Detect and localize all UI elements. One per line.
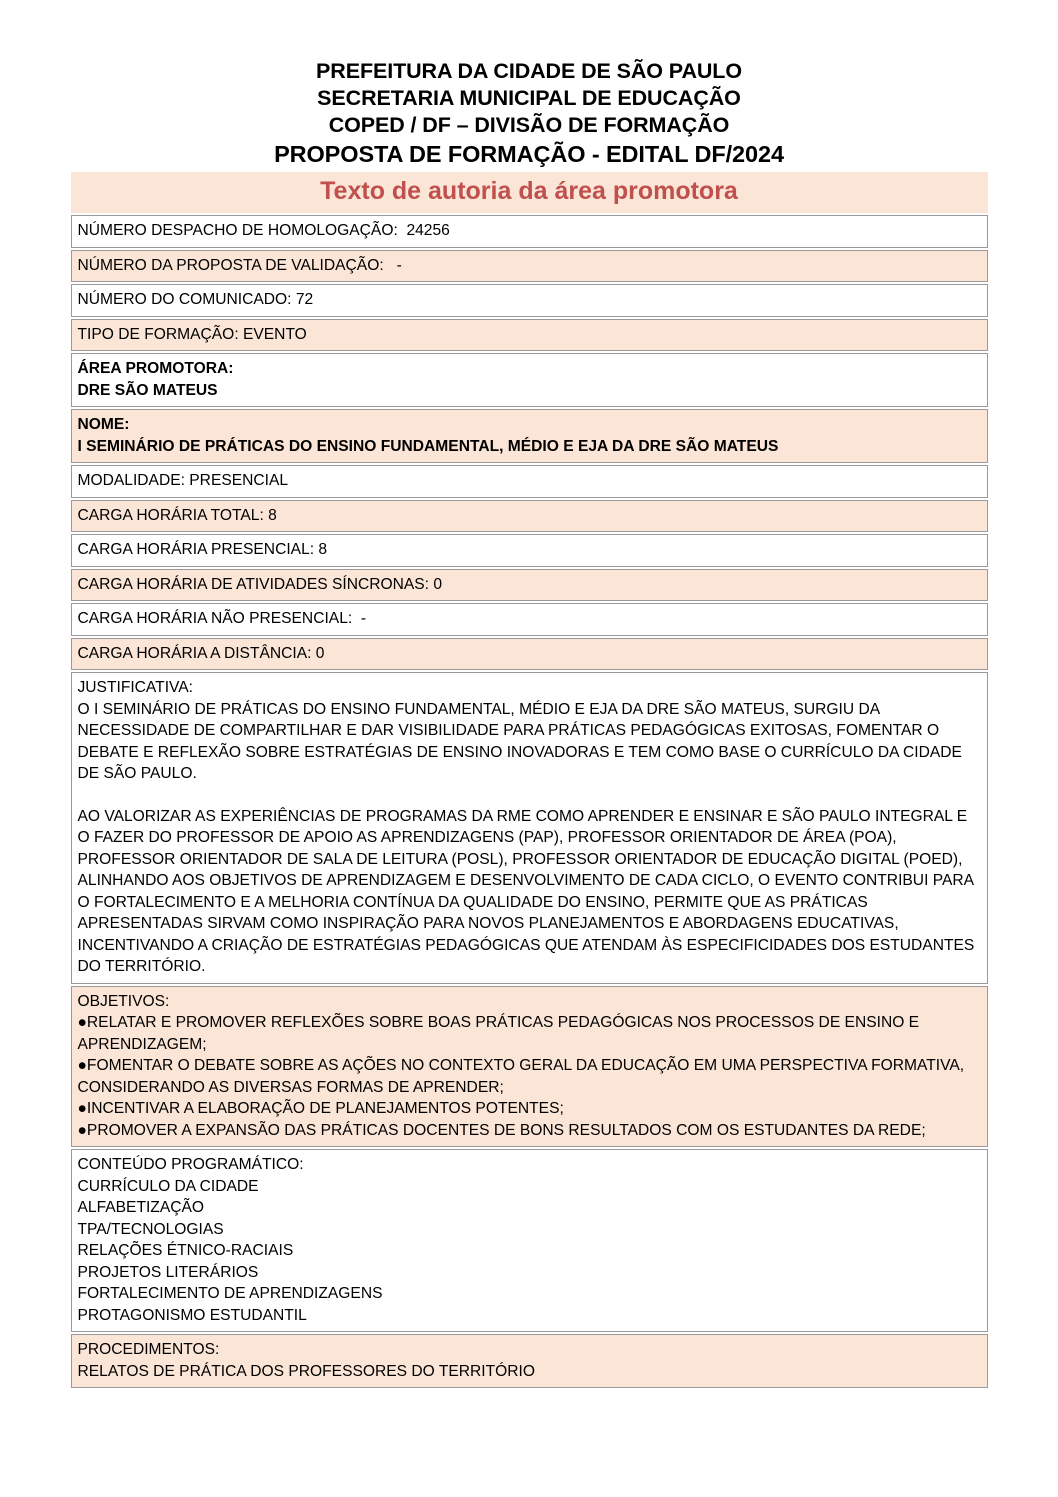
field-line: RELAÇÕES ÉTNICO-RACIAIS bbox=[77, 1242, 294, 1259]
field-line: CURRÍCULO DA CIDADE bbox=[77, 1177, 259, 1195]
field-carga-horaria-atividades-sincronas bbox=[71, 569, 988, 602]
table-row bbox=[71, 1149, 988, 1332]
field-line: I SEMINÁRIO DE PRÁTICAS DO ENSINO FUNDAMENTAL, MÉDIO E EJA DA DRE SÃO MATEUS bbox=[77, 437, 779, 455]
table-row bbox=[71, 353, 988, 407]
field-line: CARGA HORÁRIA A DISTÂNCIA: 0 bbox=[77, 644, 325, 662]
table-row bbox=[71, 500, 988, 533]
field-line: NÚMERO DO COMUNICADO: 72 bbox=[77, 291, 314, 308]
document-header bbox=[0, 0, 1058, 170]
header-line-proposta: PROPOSTA DE FORMAÇÃO - EDITAL DF/2024 bbox=[274, 141, 784, 167]
field-nome bbox=[71, 409, 988, 463]
field-numero-proposta-validacao bbox=[71, 250, 988, 283]
header-line-prefeitura: PREFEITURA DA CIDADE DE SÃO PAULO bbox=[316, 59, 742, 83]
table-row bbox=[71, 215, 988, 248]
field-modalidade bbox=[71, 465, 988, 498]
field-line: TIPO DE FORMAÇÃO: EVENTO bbox=[77, 325, 307, 343]
field-line: TPA/TECNOLOGIAS bbox=[77, 1220, 224, 1238]
field-line: DRE SÃO MATEUS bbox=[77, 381, 218, 399]
field-procedimentos bbox=[71, 1334, 988, 1388]
field-line: CARGA HORÁRIA TOTAL: 8 bbox=[77, 506, 277, 524]
field-line: RELATOS DE PRÁTICA DOS PROFESSORES DO TERRITÓRIO bbox=[77, 1362, 536, 1380]
header-line-coped: COPED / DF – DIVISÃO DE FORMAÇÃO bbox=[328, 113, 730, 137]
field-tipo-de-formacao bbox=[71, 319, 988, 352]
field-line: CONTEÚDO PROGRAMÁTICO: bbox=[77, 1156, 304, 1173]
field-carga-horaria-presencial bbox=[71, 534, 988, 567]
table-row bbox=[71, 250, 988, 283]
field-line: CARGA HORÁRIA DE ATIVIDADES SÍNCRONAS: 0 bbox=[77, 575, 443, 593]
field-numero-comunicado bbox=[71, 284, 988, 317]
header-line-secretaria: SECRETARIA MUNICIPAL DE EDUCAÇÃO bbox=[317, 86, 741, 110]
field-line: ●PROMOVER A EXPANSÃO DAS PRÁTICAS DOCENTES DE BONS RESULTADOS COM OS ESTUDANTES DA REDE; bbox=[77, 1121, 926, 1139]
field-line: ●FOMENTAR O DEBATE SOBRE AS AÇÕES NO CONTEXTO GERAL DA EDUCAÇÃO EM UMA PERSPECTIVA FORMATIVA, CONSIDERANDO AS DIVERSAS FORMAS DE APRENDER; bbox=[77, 1057, 969, 1096]
field-line: NÚMERO DA PROPOSTA DE VALIDAÇÃO: - bbox=[77, 256, 402, 274]
proposta-form-table bbox=[71, 213, 988, 1390]
field-line: ALFABETIZAÇÃO bbox=[77, 1199, 205, 1216]
table-row bbox=[71, 986, 988, 1148]
field-justificativa bbox=[71, 672, 988, 984]
field-carga-horaria-nao-presencial bbox=[71, 603, 988, 636]
form-table-body bbox=[71, 215, 988, 1388]
field-objetivos bbox=[71, 986, 988, 1148]
field-line: ●RELATAR E PROMOVER REFLEXÕES SOBRE BOAS PRÁTICAS PEDAGÓGICAS NOS PROCESSOS DE ENSINO E APRENDIZAGEM; bbox=[77, 1014, 923, 1053]
table-row bbox=[71, 409, 988, 463]
field-line: MODALIDADE: PRESENCIAL bbox=[77, 472, 289, 489]
table-row bbox=[71, 319, 988, 352]
table-row bbox=[71, 603, 988, 636]
field-line: CARGA HORÁRIA NÃO PRESENCIAL: - bbox=[77, 610, 367, 627]
table-row bbox=[71, 1334, 988, 1388]
field-line: OBJETIVOS: bbox=[77, 992, 170, 1010]
table-row bbox=[71, 465, 988, 498]
banner-texto-autoria bbox=[71, 172, 988, 213]
field-line: PROCEDIMENTOS: bbox=[77, 1341, 220, 1358]
field-area-promotora bbox=[71, 353, 988, 407]
table-row bbox=[71, 638, 988, 671]
paragraph-spacer bbox=[78, 785, 981, 806]
field-conteudo-programatico bbox=[71, 1149, 988, 1332]
field-numero-despacho-homologacao bbox=[71, 215, 988, 248]
field-line: NOME: bbox=[77, 416, 130, 433]
field-line: ÁREA PROMOTORA: bbox=[77, 360, 234, 377]
table-row bbox=[71, 534, 988, 567]
field-line: CARGA HORÁRIA PRESENCIAL: 8 bbox=[77, 541, 328, 558]
field-line: FORTALECIMENTO DE APRENDIZAGENS bbox=[77, 1285, 383, 1302]
banner-label: Texto de autoria da área promotora bbox=[320, 177, 738, 205]
field-line: JUSTIFICATIVA: bbox=[77, 679, 194, 696]
field-line: AO VALORIZAR AS EXPERIÊNCIAS DE PROGRAMAS DA RME COMO APRENDER E ENSINAR E SÃO PAULO INTEGRAL E O FAZER DO PROFESSOR DE APOIO AS APRENDIZAGENS (PAP), PROFESSOR ORIENTADOR DE ÁREA (POA), PROFESSOR ORIENTADOR DE SALA DE LEITURA (POSL), PROFESSOR ORIENTADOR DE EDUCAÇÃO DIGITAL (POED), ALINHANDO AOS OBJETIVOS DE APRENDIZAGEM E DESENVOLVIMENTO DE CADA CICLO, O EVENTO CONTRIBUI PARA O FORTALECIMENTO E A MELHORIA CONTÍNUA DA QUALIDADE DO ENSINO, PERMITE QUE AS PRÁTICAS APRESENTADAS SIRVAM COMO INSPIRAÇÃO PARA NOVOS PLANEJAMENTOS E ABORDAGENS EDUCATIVAS, INCENTIVANDO A CRIAÇÃO DE ESTRATÉGIAS PEDAGÓGICAS QUE ATENDAM ÀS ESPECIFICIDADES DOS ESTUDANTES DO TERRITÓRIO. bbox=[77, 807, 979, 975]
table-row bbox=[71, 569, 988, 602]
field-line: PROJETOS LITERÁRIOS bbox=[77, 1263, 259, 1281]
field-line: ●INCENTIVAR A ELABORAÇÃO DE PLANEJAMENTOS POTENTES; bbox=[77, 1100, 564, 1117]
field-line: O I SEMINÁRIO DE PRÁTICAS DO ENSINO FUNDAMENTAL, MÉDIO E EJA DA DRE SÃO MATEUS, SURGIU DA NECESSIDADE DE COMPARTILHAR E DAR VISIBILIDADE PARA PRÁTICAS PEDAGÓGICAS EXITOSAS, FOMENTAR O DEBATE E REFLEXÃO SOBRE ESTRATÉGIAS DE ENSINO INOVADORAS E TEM COMO BASE O CURRÍCULO DA CIDADE DE SÃO PAULO. bbox=[77, 700, 967, 782]
field-line: NÚMERO DESPACHO DE HOMOLOGAÇÃO: 24256 bbox=[77, 222, 450, 239]
table-row bbox=[71, 284, 988, 317]
field-line: PROTAGONISMO ESTUDANTIL bbox=[77, 1306, 307, 1324]
field-carga-horaria-total bbox=[71, 500, 988, 533]
table-row bbox=[71, 672, 988, 984]
field-carga-horaria-a-distancia bbox=[71, 638, 988, 671]
